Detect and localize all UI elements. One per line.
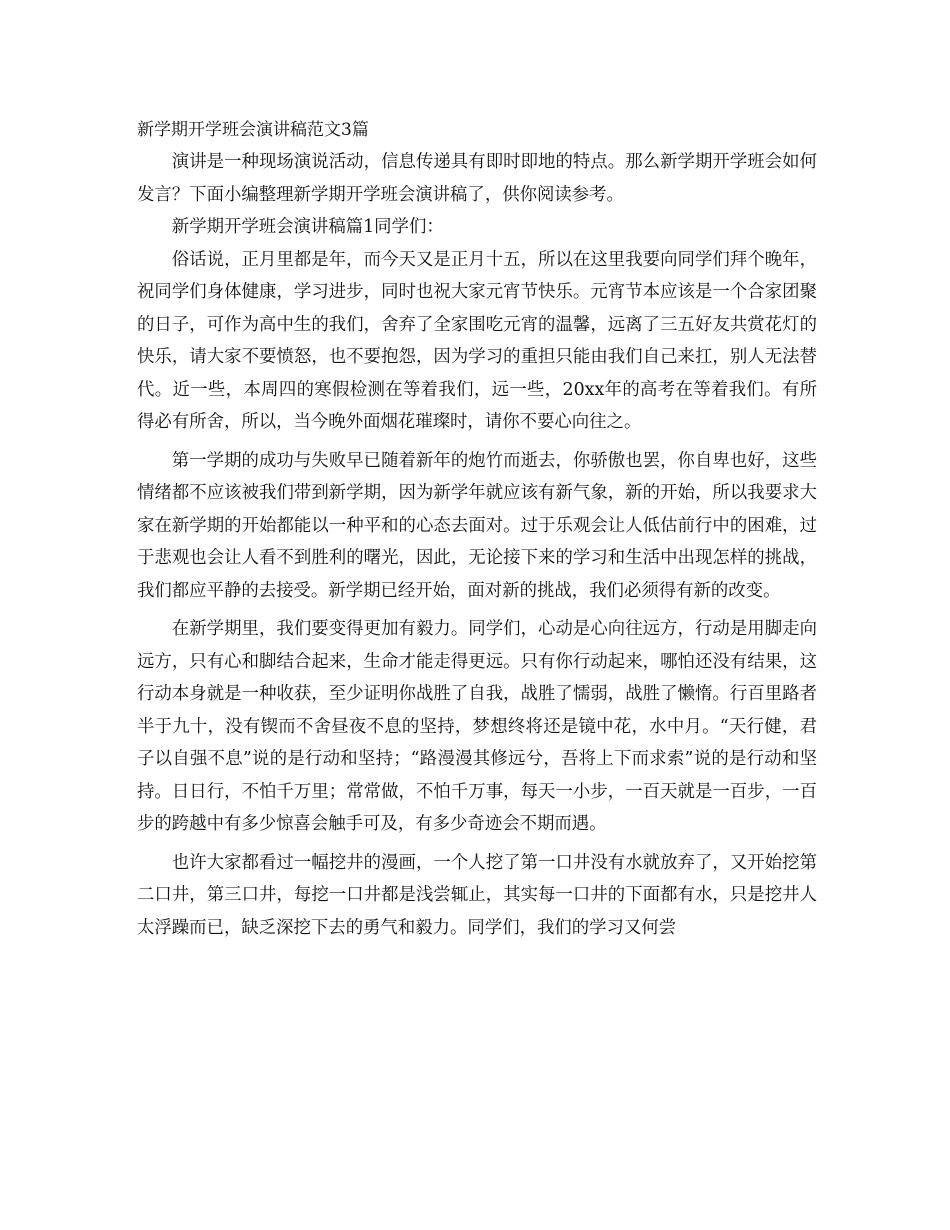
intro-paragraph: 演讲是一种现场演说活动，信息传递具有即时即地的特点。那么新学期开学班会如何发言？下面小编整理新学期开学班会演讲稿了，供你阅读参考。: [137, 152, 817, 205]
body-paragraph: 俗话说，正月里都是年，而今天又是正月十五，所以在这里我要向同学们拜个晚年，祝同学们身体健康，学习进步，同时也祝大家元宵节快乐。元宵节本应该是一个合家团聚的日子，可作为高中生的我们，舍弃了全家围吃元宵的温馨，远离了三五好友共赏花灯的快乐，请大家不要愤怒，也不要抱怨，因为学习的重担只能由我们自己来扛，别人无法替代。近一些，本周四的寒假检测在等着我们，远一些，20xx年的高考在等着我们。有所得必有所舍，所以，当今晚外面烟花璀璨时，请你不要心向往之。: [137, 249, 817, 432]
body-paragraph: 也许大家都看过一幅挖井的漫画，一个人挖了第一口井没有水就放弃了，又开始挖第二口井，第三口井，每挖一口井都是浅尝辄止，其实每一口井的下面都有水，只是挖井人太浮躁而已，缺乏深挖下去的勇气和毅力。同学们，我们的学习又何尝: [137, 852, 817, 938]
document-body: [137, 146, 817, 944]
speech-heading-line: 新学期开学班会演讲稿篇1同学们：: [171, 217, 444, 237]
body-paragraph: 在新学期里，我们要变得更加有毅力。同学们，心动是心向往远方，行动是用脚走向远方，只有心和脚结合起来，生命才能走得更远。只有你行动起来，哪怕还没有结果，这行动本身就是一种收获，至少证明你战胜了自我，战胜了懦弱，战胜了懒惰。行百里路者半于九十，没有锲而不舍昼夜不息的坚持，梦想终将还是镜中花，水中月。“天行健，君子以自强不息”说的是行动和坚持；“路漫漫其修远兮，吾将上下而求索”说的是行动和坚持。日日行，不怕千万里；常常做，不怕千万事，每天一小步，一百天就是一百步，一百步的跨越中有多少惊喜会触手可及，有多少奇迹会不期而遇。: [137, 619, 817, 834]
body-paragraph: 第一学期的成功与失败早已随着新年的炮竹而逝去，你骄傲也罢，你自卑也好，这些情绪都不应该被我们带到新学期，因为新学年就应该有新气象，新的开始，所以我要求大家在新学期的开始都能以一种平和的心态去面对。过于乐观会让人低估前行中的困难，过于悲观也会让人看不到胜利的曙光，因此，无论接下来的学习和生活中出现怎样的挑战，我们都应平静的去接受。新学期已经开始，面对新的挑战，我们必须得有新的改变。: [137, 450, 817, 601]
document-title: 新学期开学班会演讲稿范文3篇: [137, 120, 369, 140]
